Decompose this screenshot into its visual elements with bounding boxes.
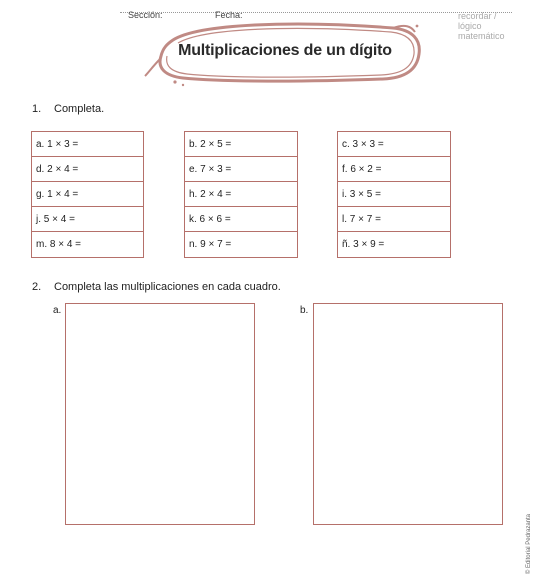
instruction-1 bbox=[32, 103, 104, 115]
instruction-2 bbox=[32, 281, 281, 293]
exercise-item: d. 2 × 4 = bbox=[32, 157, 143, 182]
exercise-item: l. 7 × 7 = bbox=[338, 207, 450, 232]
exercise-item: e. 7 × 3 = bbox=[185, 157, 297, 182]
page-title: Multiplicaciones de un dígito bbox=[178, 42, 392, 59]
work-box-b[interactable] bbox=[313, 303, 503, 525]
work-box-a[interactable] bbox=[65, 303, 255, 525]
fecha-label: Fecha: bbox=[215, 10, 243, 20]
title-banner bbox=[143, 18, 427, 88]
exercise-column-3 bbox=[337, 131, 451, 258]
exercise-item: i. 3 × 5 = bbox=[338, 182, 450, 207]
exercise-item: n. 9 × 7 = bbox=[189, 239, 232, 250]
exercise-item: k. 6 × 6 = bbox=[185, 207, 297, 232]
exercise-item: f. 6 × 2 = bbox=[338, 157, 450, 182]
instruction-1-number: 1. bbox=[32, 103, 42, 115]
exercise-column-1 bbox=[31, 131, 144, 258]
exercise-item: j. 5 × 4 = bbox=[32, 207, 143, 232]
instruction-2-number: 2. bbox=[32, 281, 42, 293]
seccion-label: Sección: bbox=[128, 10, 163, 20]
skill-hint: recordar / lógico matemático bbox=[458, 11, 505, 41]
exercise-item: m. 8 × 4 = bbox=[36, 239, 82, 250]
exercise-column-2 bbox=[184, 131, 298, 258]
exercise-item: ñ. 3 × 9 = bbox=[342, 239, 385, 250]
instruction-2-text: Completa las multiplicaciones en cada cuadro. bbox=[54, 281, 281, 293]
header-line bbox=[120, 10, 512, 41]
exercise-item: a. 1 × 3 = bbox=[32, 132, 143, 157]
exercise-item: g. 1 × 4 = bbox=[32, 182, 143, 207]
box-b-label: b. bbox=[300, 305, 309, 316]
publisher-credit: © Editorial Pedrazanta bbox=[526, 514, 532, 574]
exercise-item: h. 2 × 4 = bbox=[185, 182, 297, 207]
exercise-item: b. 2 × 5 = bbox=[185, 132, 297, 157]
box-a-label: a. bbox=[53, 305, 62, 316]
instruction-1-text: Completa. bbox=[54, 103, 105, 115]
exercise-item: c. 3 × 3 = bbox=[338, 132, 450, 157]
